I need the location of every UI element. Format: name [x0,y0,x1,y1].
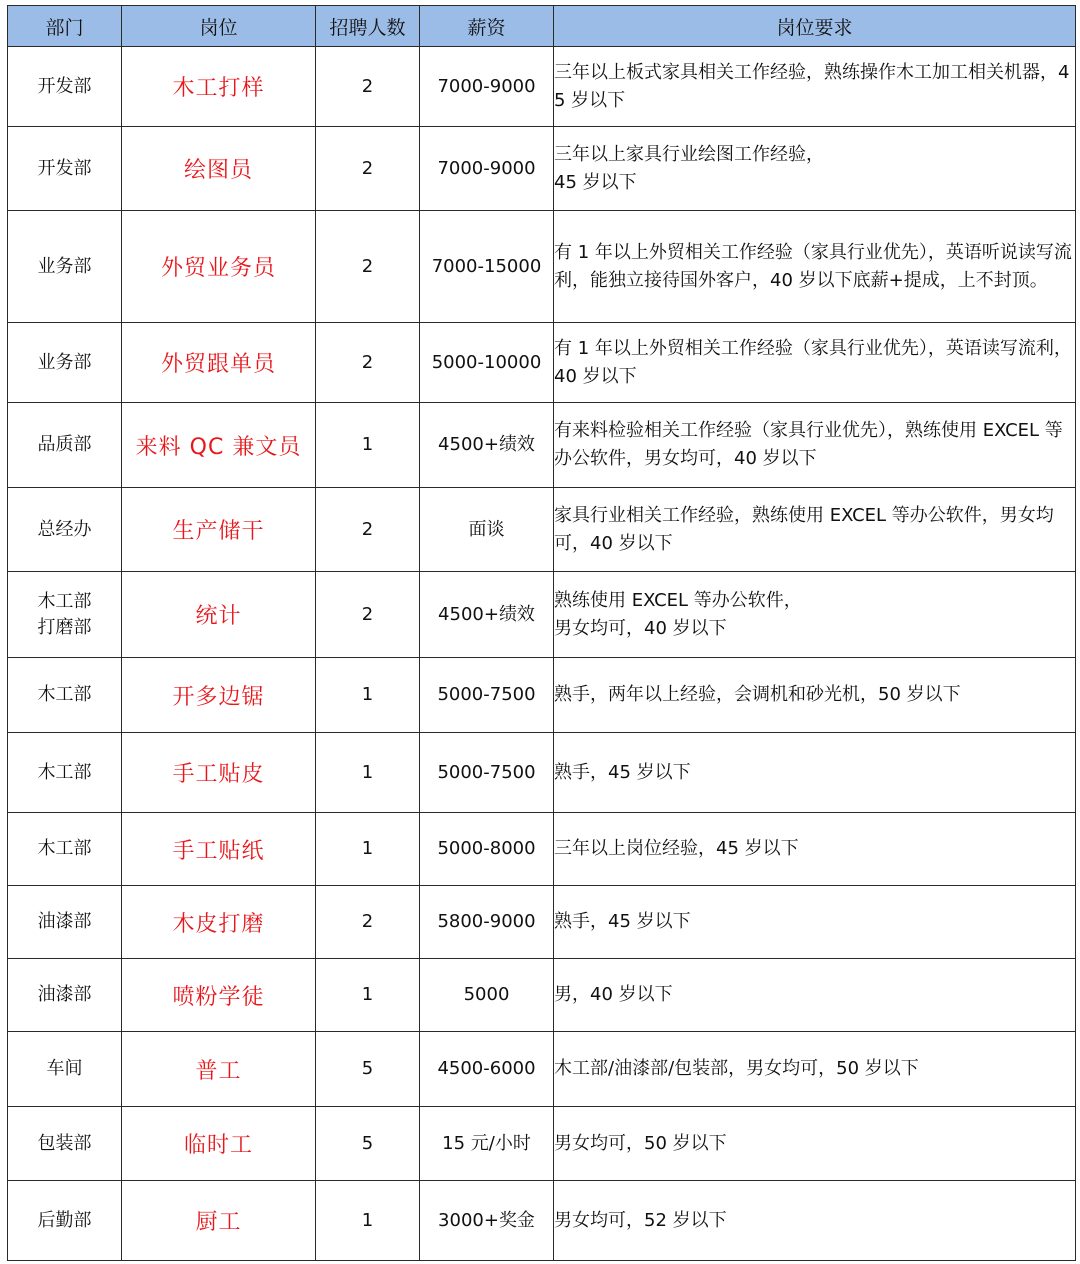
cell-requirements: 三年以上岗位经验，45 岁以下 [554,813,1076,886]
cell-department: 包装部 [8,1107,122,1181]
cell-requirements: 男女均可，52 岁以下 [554,1181,1076,1261]
cell-headcount: 1 [316,733,420,813]
cell-position: 普工 [122,1032,316,1107]
cell-salary: 7000-9000 [420,47,554,127]
cell-requirements: 有 1 年以上外贸相关工作经验（家具行业优先），英语读写流利，40 岁以下 [554,323,1076,403]
cell-headcount: 5 [316,1032,420,1107]
table-row [8,572,1076,658]
table-row [8,1107,1076,1181]
cell-position: 木皮打磨 [122,886,316,959]
cell-position: 喷粉学徒 [122,959,316,1032]
cell-position: 统计 [122,572,316,658]
table-header-row [8,6,1076,47]
cell-position: 手工贴皮 [122,733,316,813]
cell-headcount: 2 [316,886,420,959]
cell-position: 临时工 [122,1107,316,1181]
cell-headcount: 1 [316,959,420,1032]
table-row [8,47,1076,127]
table-row [8,1032,1076,1107]
cell-requirements: 男女均可，50 岁以下 [554,1107,1076,1181]
cell-position: 开多边锯 [122,658,316,733]
cell-requirements: 熟手，45 岁以下 [554,886,1076,959]
cell-department: 业务部 [8,211,122,323]
cell-headcount: 2 [316,323,420,403]
cell-position: 来料 QC 兼文员 [122,403,316,488]
cell-salary: 3000+奖金 [420,1181,554,1261]
cell-salary: 4500+绩效 [420,572,554,658]
table-row [8,211,1076,323]
cell-department: 开发部 [8,127,122,211]
table-body [8,47,1076,1261]
cell-salary: 7000-9000 [420,127,554,211]
header-salary: 薪资 [420,6,554,47]
cell-salary: 5000 [420,959,554,1032]
cell-salary: 4500+绩效 [420,403,554,488]
cell-department: 木工部 [8,813,122,886]
cell-department: 油漆部 [8,886,122,959]
cell-headcount: 2 [316,211,420,323]
cell-headcount: 5 [316,1107,420,1181]
cell-department: 后勤部 [8,1181,122,1261]
cell-department: 总经办 [8,488,122,572]
recruitment-table [7,5,1076,1261]
table-row [8,959,1076,1032]
cell-salary: 面谈 [420,488,554,572]
table-row [8,733,1076,813]
cell-position: 生产储干 [122,488,316,572]
cell-salary: 5000-8000 [420,813,554,886]
cell-requirements: 三年以上板式家具相关工作经验，熟练操作木工加工相关机器，45 岁以下 [554,47,1076,127]
table-row [8,658,1076,733]
cell-department: 油漆部 [8,959,122,1032]
cell-salary: 7000-15000 [420,211,554,323]
table-row [8,127,1076,211]
cell-position: 外贸跟单员 [122,323,316,403]
cell-headcount: 1 [316,403,420,488]
header-position: 岗位 [122,6,316,47]
header-headcount: 招聘人数 [316,6,420,47]
table-row [8,403,1076,488]
header-requirements: 岗位要求 [554,6,1076,47]
header-department: 部门 [8,6,122,47]
table-row [8,813,1076,886]
table-row [8,323,1076,403]
cell-department: 业务部 [8,323,122,403]
cell-salary: 5000-10000 [420,323,554,403]
cell-salary: 5000-7500 [420,733,554,813]
cell-requirements: 三年以上家具行业绘图工作经验， 45 岁以下 [554,127,1076,211]
cell-requirements: 男，40 岁以下 [554,959,1076,1032]
cell-position: 木工打样 [122,47,316,127]
cell-salary: 5800-9000 [420,886,554,959]
table-row [8,488,1076,572]
cell-requirements: 熟手，45 岁以下 [554,733,1076,813]
cell-position: 外贸业务员 [122,211,316,323]
table-row [8,1181,1076,1261]
cell-headcount: 1 [316,1181,420,1261]
cell-requirements: 木工部/油漆部/包装部，男女均可，50 岁以下 [554,1032,1076,1107]
cell-requirements: 家具行业相关工作经验，熟练使用 EXCEL 等办公软件，男女均可，40 岁以下 [554,488,1076,572]
table-row [8,886,1076,959]
cell-department: 木工部 [8,733,122,813]
cell-requirements: 熟手，两年以上经验，会调机和砂光机，50 岁以下 [554,658,1076,733]
cell-salary: 5000-7500 [420,658,554,733]
cell-salary: 4500-6000 [420,1032,554,1107]
cell-requirements: 熟练使用 EXCEL 等办公软件， 男女均可，40 岁以下 [554,572,1076,658]
cell-salary: 15 元/小时 [420,1107,554,1181]
cell-position: 厨工 [122,1181,316,1261]
cell-department: 开发部 [8,47,122,127]
cell-position: 绘图员 [122,127,316,211]
cell-department: 木工部 打磨部 [8,572,122,658]
cell-headcount: 2 [316,47,420,127]
cell-headcount: 1 [316,813,420,886]
cell-requirements: 有来料检验相关工作经验（家具行业优先），熟练使用 EXCEL 等办公软件，男女均可，40 岁以下 [554,403,1076,488]
cell-headcount: 2 [316,488,420,572]
cell-department: 车间 [8,1032,122,1107]
cell-position: 手工贴纸 [122,813,316,886]
cell-department: 木工部 [8,658,122,733]
cell-headcount: 2 [316,572,420,658]
cell-headcount: 1 [316,658,420,733]
cell-headcount: 2 [316,127,420,211]
cell-department: 品质部 [8,403,122,488]
cell-requirements: 有 1 年以上外贸相关工作经验（家具行业优先），英语听说读写流利，能独立接待国外客户，40 岁以下底薪+提成，上不封顶。 [554,211,1076,323]
